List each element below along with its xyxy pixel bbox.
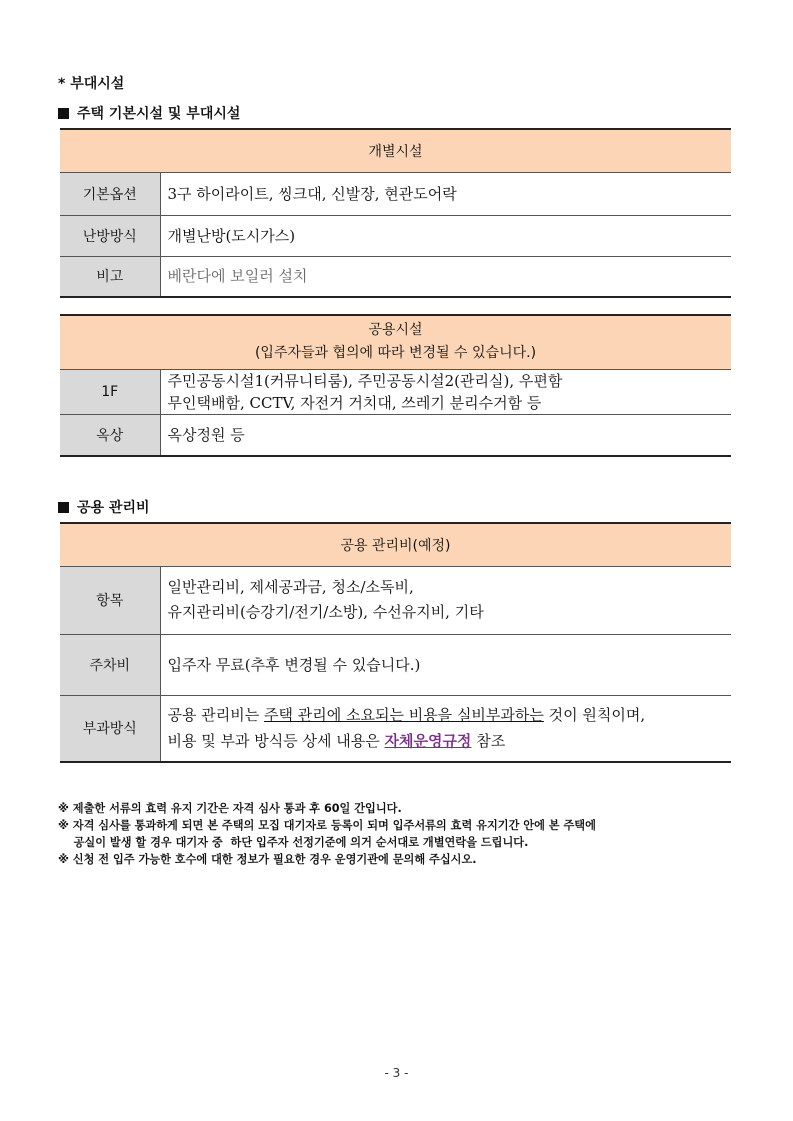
fee-header: 공용 관리비(예정)	[60, 523, 731, 566]
row-label: 1F	[60, 369, 160, 414]
note-line: 공실이 발생 할 경우 대기자 중 하단 입주자 선정기준에 의거 순서대로 개별연락을 드립니다.	[58, 836, 529, 849]
common-header	[60, 315, 731, 369]
note-line: ※ 제출한 서류의 효력 유지 기간은 자격 심사 통과 후 60일 간입니다.	[58, 802, 402, 815]
table-row	[60, 566, 731, 634]
row-value: 3구 하이라이트, 씽크대, 신발장, 현관도어락	[167, 184, 457, 203]
billing-text: 비용 및 부과 방식등 상세 내용은	[167, 732, 385, 751]
section2-title: 공용 관리비	[77, 500, 150, 516]
row-label: 항목	[60, 566, 160, 634]
row-value	[160, 369, 731, 414]
table-row	[60, 414, 731, 456]
row-value-line: 일반관리비, 제세공과금, 청소/소독비,	[167, 578, 414, 596]
common-header-note: (입주자들과 협의에 따라 변경될 수 있습니다.)	[254, 345, 537, 362]
private-facilities-table	[60, 128, 731, 298]
row-value: 입주자 무료(추후 변경될 수 있습니다.)	[167, 655, 421, 674]
row-value	[160, 695, 731, 762]
row-label: 난방방식	[60, 215, 160, 256]
row-label: 기본옵션	[60, 172, 160, 215]
billing-text: 공용 관리비는	[167, 706, 264, 725]
row-label: 비고	[60, 256, 160, 297]
billing-underlined-text: 주택 관리에 소요되는 비용을 실비부과하는	[263, 706, 544, 725]
billing-text: 참조	[471, 732, 506, 751]
note-line: ※ 자격 심사를 통과하게 되면 본 주택의 모집 대기자로 등록이 되며 입주서류의 효력 유지기간 안에 본 주택에	[58, 819, 596, 832]
private-header: 개별시설	[60, 129, 731, 172]
page-number: - 3 -	[384, 1066, 409, 1080]
table-row	[60, 634, 731, 695]
row-value: 옥상정원 등	[167, 425, 245, 444]
table-row	[60, 256, 731, 297]
table-row	[60, 172, 731, 215]
operating-rules-link[interactable]: 자체운영규정	[384, 732, 472, 751]
section-star-heading: * 부대시설	[58, 76, 125, 92]
common-facilities-table	[60, 314, 731, 457]
row-value: 개별난방(도시가스)	[167, 226, 296, 245]
square-bullet-icon	[58, 502, 69, 513]
row-label: 옥상	[60, 414, 160, 456]
square-bullet-icon	[58, 108, 69, 119]
notes-block	[58, 800, 596, 868]
row-value: 베란다에 보일러 설치	[167, 267, 308, 286]
row-value	[160, 566, 731, 634]
row-value-line: 유지관리비(승강기/전기/소방), 수선유지비, 기타	[167, 603, 484, 621]
table-row	[60, 695, 731, 762]
row-value-line: 무인택배함, CCTV, 자전거 거치대, 쓰레기 분리수거함 등	[167, 393, 542, 412]
row-label: 부과방식	[60, 695, 160, 762]
section1-title: 주택 기본시설 및 부대시설	[77, 106, 241, 122]
row-label: 주차비	[60, 634, 160, 695]
section2-heading	[58, 497, 150, 517]
common-header-title: 공용시설	[368, 322, 423, 339]
table-row	[60, 369, 731, 414]
management-fee-table	[60, 522, 731, 763]
section1-heading	[58, 103, 240, 123]
row-value-line: 주민공동시설1(커뮤니티룸), 주민공동시설2(관리실), 우편함	[167, 371, 563, 390]
billing-text: 것이 원칙이며,	[543, 706, 646, 725]
table-row	[60, 215, 731, 256]
note-line: ※ 신청 전 입주 가능한 호수에 대한 정보가 필요한 경우 운영기관에 문의해 주십시오.	[58, 853, 477, 866]
